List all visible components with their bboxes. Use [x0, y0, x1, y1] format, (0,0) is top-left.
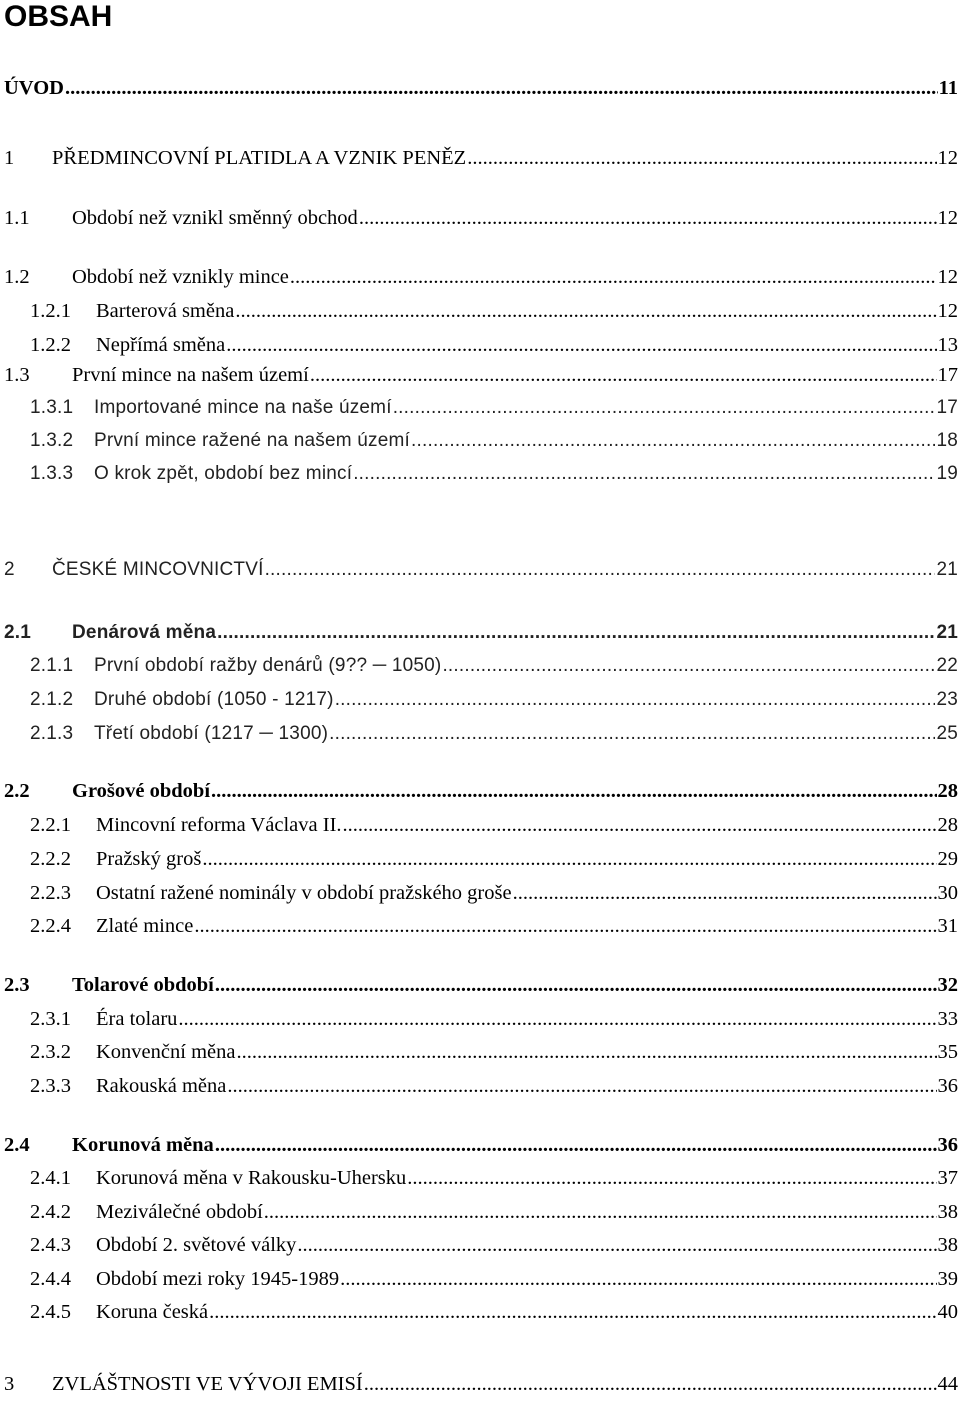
toc-entry-number: 2.1.2 — [30, 689, 74, 710]
toc-entry-page: 19 — [936, 463, 958, 484]
toc-entry[interactable] — [0, 1196, 958, 1224]
toc-entry-title: Zlaté mince — [96, 915, 194, 937]
toc-entry-number: 1.2.1 — [30, 300, 71, 322]
dot-leader — [513, 881, 937, 905]
toc-entry-page: 13 — [937, 334, 958, 356]
toc-entry-page: 17 — [937, 364, 958, 386]
toc-entry-number: 2.4.4 — [30, 1268, 71, 1290]
toc-entry-page: 38 — [937, 1201, 958, 1223]
dot-leader — [467, 146, 936, 170]
dot-leader — [343, 813, 937, 837]
toc-entry-number: 2.4.3 — [30, 1234, 71, 1256]
toc-entry-page: 23 — [936, 689, 958, 710]
toc-entry-title: Barterová směna — [96, 300, 235, 322]
toc-entry-number: 2.3.3 — [30, 1075, 71, 1097]
toc-entry[interactable] — [0, 72, 958, 100]
toc-entry-title: Období mezi roky 1945-1989 — [96, 1268, 340, 1290]
toc-entry-page: 12 — [937, 266, 958, 288]
toc-entry-title: ZVLÁŠTNOSTI VE VÝVOJI EMISÍ — [52, 1373, 363, 1395]
toc-entry-number: 1.2.2 — [30, 334, 71, 356]
toc-entry-title: Pražský groš — [96, 848, 202, 870]
dot-leader — [235, 299, 936, 323]
toc-entry[interactable] — [0, 809, 958, 837]
toc-entry-title: Éra tolaru — [96, 1008, 178, 1030]
toc-entry[interactable] — [0, 650, 958, 678]
dot-leader — [65, 76, 938, 100]
dot-leader — [340, 1267, 936, 1291]
toc-entry-page: 21 — [936, 559, 958, 580]
toc-entry-number: 2.4 — [4, 1134, 30, 1156]
toc-entry-title: První mince na našem území — [72, 364, 309, 386]
toc-entry[interactable] — [0, 1129, 958, 1157]
toc-entry-number: 2.2.2 — [30, 848, 71, 870]
toc-entry-number: 2.2.1 — [30, 814, 71, 836]
dot-leader — [226, 333, 936, 357]
toc-entry-page: 44 — [937, 1373, 958, 1395]
toc-entry[interactable] — [0, 1368, 958, 1396]
dot-leader — [265, 558, 936, 582]
toc-entry-title: Konvenční měna — [96, 1041, 236, 1063]
dot-leader — [364, 1372, 937, 1396]
toc-entry-page: 18 — [936, 430, 958, 451]
toc-entry-number: 1.3.2 — [30, 430, 74, 451]
toc-entry-number: 2.1 — [4, 622, 32, 643]
toc-entry[interactable] — [0, 843, 958, 871]
toc-entry-title: První období ražby denárů (9?? ─ 1050) — [94, 655, 442, 676]
toc-entry[interactable] — [0, 617, 958, 645]
dot-leader — [215, 973, 937, 997]
toc-entry[interactable] — [0, 969, 958, 997]
toc-entry-title: Denárová měna — [72, 622, 217, 643]
dot-leader — [353, 462, 935, 486]
toc-entry-page: 28 — [937, 814, 958, 836]
toc-entry-page: 29 — [937, 848, 958, 870]
toc-entry-number: 2.3.2 — [30, 1041, 71, 1063]
toc-entry-number: 2.2 — [4, 780, 30, 802]
toc-entry[interactable] — [0, 554, 958, 582]
toc-entry-page: 39 — [937, 1268, 958, 1290]
toc-entry-title: Období než vznikly mince — [72, 266, 289, 288]
toc-entry[interactable] — [0, 202, 958, 230]
dot-leader — [411, 429, 935, 453]
toc-entry-title: Korunová měna — [72, 1134, 214, 1156]
toc-entry-title: ÚVOD — [4, 77, 64, 99]
toc-entry-number: 1 — [4, 147, 15, 169]
dot-leader — [407, 1166, 936, 1190]
toc-entry-number: 2.4.1 — [30, 1167, 71, 1189]
dot-leader — [227, 1074, 936, 1098]
dot-leader — [442, 654, 935, 678]
toc-entry[interactable] — [0, 1229, 958, 1257]
toc-entry-page: 36 — [937, 1134, 958, 1156]
dot-leader — [393, 396, 936, 420]
toc-entry-number: 2.4.5 — [30, 1301, 71, 1323]
toc-entry-page: 21 — [936, 622, 958, 643]
toc-entry-title: Ostatní ražené nominály v období pražského groše — [96, 882, 512, 904]
toc-entry-number: 2.2.3 — [30, 882, 71, 904]
toc-entry-page: 37 — [937, 1167, 958, 1189]
toc-entry-title: Období 2. světové války — [96, 1234, 297, 1256]
dot-leader — [209, 1300, 936, 1324]
toc-entry[interactable] — [0, 775, 958, 803]
toc-entry-number: 2 — [4, 559, 15, 580]
toc-entry-title: Korunová měna v Rakousku-Uhersku — [96, 1167, 407, 1189]
toc-entry[interactable] — [0, 1162, 958, 1190]
dot-leader — [335, 688, 936, 712]
toc-entry-page: 40 — [937, 1301, 958, 1323]
toc-entry-title: Třetí období (1217 ─ 1300) — [94, 723, 329, 744]
toc-entry[interactable] — [0, 718, 958, 746]
toc-entry[interactable] — [0, 877, 958, 905]
dot-leader — [211, 779, 936, 803]
toc-entry-number: 1.3 — [4, 364, 30, 386]
toc-entry-number: 2.3 — [4, 974, 30, 996]
toc-entry-number: 2.1.1 — [30, 655, 74, 676]
toc-entry-page: 22 — [936, 655, 958, 676]
dot-leader — [202, 847, 936, 871]
toc-entry-number: 2.2.4 — [30, 915, 71, 937]
toc-entry-title: První mince ražené na našem území — [94, 430, 411, 451]
dot-leader — [194, 914, 936, 938]
toc-entry[interactable] — [0, 1036, 958, 1064]
toc-entry[interactable] — [0, 261, 958, 289]
dot-leader — [359, 206, 937, 230]
toc-entry-page: 25 — [936, 723, 958, 744]
toc-entry[interactable] — [0, 329, 958, 357]
toc-entry-page: 28 — [937, 780, 958, 802]
toc-entry-page: 38 — [937, 1234, 958, 1256]
toc-entry-page: 36 — [937, 1075, 958, 1097]
toc-entry[interactable] — [0, 910, 958, 938]
toc-entry-number: 1.1 — [4, 207, 30, 229]
toc-entry-title: Importované mince na naše území — [94, 397, 392, 418]
toc-entry-number: 2.3.1 — [30, 1008, 71, 1030]
toc-entry-page: 32 — [937, 974, 958, 996]
toc-entry-number: 2.4.2 — [30, 1201, 71, 1223]
toc-entry[interactable] — [0, 1263, 958, 1291]
toc-entry-page: 31 — [937, 915, 958, 937]
page-title: OBSAH — [4, 0, 113, 33]
toc-entry-page: 33 — [937, 1008, 958, 1030]
toc-entry[interactable] — [0, 295, 958, 323]
toc-entry[interactable] — [0, 359, 958, 387]
toc-entry[interactable] — [0, 392, 958, 420]
toc-entry[interactable] — [0, 458, 958, 486]
toc-entry-title: Mincovní reforma Václava II. — [96, 814, 342, 836]
toc-entry-number: 1.2 — [4, 266, 30, 288]
toc-entry-page: 11 — [938, 77, 958, 99]
dot-leader — [217, 621, 935, 645]
toc-entry-page: 17 — [936, 397, 958, 418]
toc-entry-title: Období než vznikl směnný obchod — [72, 207, 358, 229]
toc-entry-page: 30 — [937, 882, 958, 904]
toc-entry-title: Meziválečné období — [96, 1201, 263, 1223]
toc-entry[interactable] — [0, 1070, 958, 1098]
dot-leader — [290, 265, 937, 289]
dot-leader — [310, 363, 937, 387]
dot-leader — [329, 722, 935, 746]
toc-entry-title: Nepřímá směna — [96, 334, 226, 356]
toc-entry-title: Rakouská měna — [96, 1075, 227, 1097]
toc-entry[interactable] — [0, 1296, 958, 1324]
toc-entry-number: 2.1.3 — [30, 723, 74, 744]
toc-entry-page: 35 — [937, 1041, 958, 1063]
toc-entry[interactable] — [0, 1003, 958, 1031]
toc-entry-page: 12 — [937, 207, 958, 229]
toc-entry[interactable] — [0, 684, 958, 712]
toc-entry-title: O krok zpět, období bez mincí — [94, 463, 353, 484]
toc-entry-number: 1.3.3 — [30, 463, 74, 484]
toc-entry-title: ČESKÉ MINCOVNICTVÍ — [52, 559, 264, 580]
dot-leader — [264, 1200, 937, 1224]
dot-leader — [236, 1040, 936, 1064]
toc-entry-title: Koruna česká — [96, 1301, 209, 1323]
dot-leader — [297, 1233, 936, 1257]
toc-entry-title: Grošové období — [72, 780, 211, 802]
dot-leader — [215, 1133, 937, 1157]
toc-entry-number: 1.3.1 — [30, 397, 74, 418]
toc-entry[interactable] — [0, 425, 958, 453]
dot-leader — [178, 1007, 936, 1031]
toc-entry-title: Druhé období (1050 - 1217) — [94, 689, 334, 710]
toc-entry[interactable] — [0, 142, 958, 170]
toc-entry-page: 12 — [937, 300, 958, 322]
toc-entry-number: 3 — [4, 1373, 15, 1395]
toc-entry-title: Tolarové období — [72, 974, 214, 996]
toc-entry-title: PŘEDMINCOVNÍ PLATIDLA A VZNIK PENĚZ — [52, 147, 467, 169]
toc-entry-page: 12 — [937, 147, 958, 169]
